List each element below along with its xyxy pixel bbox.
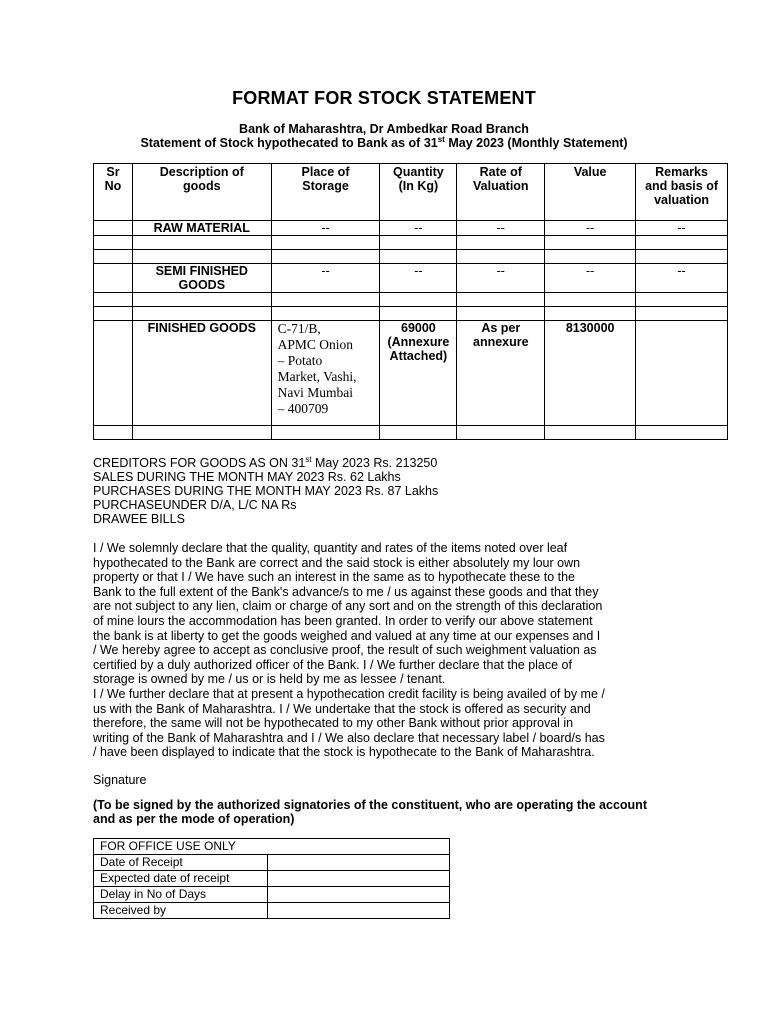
date-of-receipt-field[interactable]: [268, 855, 450, 871]
delay-days-field[interactable]: [268, 887, 450, 903]
table-row-raw-material: [94, 221, 728, 236]
finished-goods-label: FINISHED GOODS: [132, 321, 271, 426]
header-rate: Rate of Valuation: [457, 164, 545, 221]
table-row-finished-goods: [94, 321, 728, 426]
declaration-line: I / We solemnly declare that the quality, quantity and rates of the items noted over leaf: [93, 541, 568, 555]
declaration-line: / We hereby agree to accept as conclusive proof, the result of such weighment valuation as: [93, 643, 597, 658]
finished-rate: As per annexure: [457, 321, 545, 426]
received-by-field[interactable]: [268, 903, 450, 919]
raw-place: --: [271, 221, 380, 236]
table-row-semi-finished: [94, 264, 728, 293]
bank-branch-line: Bank of Maharashtra, Dr Ambedkar Road Branch: [239, 122, 529, 136]
header-sr-no: Sr No: [94, 164, 133, 221]
declaration-line: / have been displayed to indicate that the stock is hypothecate to the Bank of Maharashtra.: [93, 745, 595, 760]
declaration-line: of mine lours the accommodation has been granted. In order to verify our above statement: [93, 613, 593, 628]
finished-remarks: [636, 321, 728, 426]
office-row: [94, 855, 450, 871]
office-header-row: [94, 839, 450, 855]
raw-qty: --: [380, 221, 457, 236]
table-row-empty: [94, 293, 728, 307]
purchases-line: PURCHASES DURING THE MONTH MAY 2023 Rs. 87 Lakhs: [93, 484, 439, 498]
finished-qty: 69000 (Annexure Attached): [380, 321, 457, 426]
office-row: [94, 871, 450, 887]
declaration-line: therefore, the same will not be hypothecated to my other Bank without prior approval in: [93, 716, 574, 731]
header-description: Description of goods: [132, 164, 271, 221]
finished-value: 8130000: [545, 321, 636, 426]
semi-remarks: --: [636, 264, 728, 293]
creditors-line: CREDITORS FOR GOODS AS ON 31st May 2023 Rs. 213250: [93, 454, 438, 470]
date-of-receipt-label: Date of Receipt: [94, 855, 268, 871]
declaration-line: I / We further declare that at present a hypothecation credit facility is being availed of by me /: [93, 686, 605, 701]
header-quantity: Quantity (In Kg): [380, 164, 457, 221]
declaration-line: are not subject to any lien, claim or charge of any sort and on the strength of this declaration: [93, 599, 603, 614]
declaration-line: Bank to the full extent of the Bank's advance/s to me / us against these goods and that they: [93, 584, 599, 599]
raw-remarks: --: [636, 221, 728, 236]
declaration-line: the bank is at liberty to get the goods weighed and valued at any time at our expenses and I: [93, 628, 601, 643]
header-value: Value: [545, 164, 636, 221]
received-by-label: Received by: [94, 903, 268, 919]
delay-days-label: Delay in No of Days: [94, 887, 268, 903]
signature-label: Signature: [93, 773, 147, 787]
declaration-line: writing of the Bank of Maharashtra and I / We also declare that necessary label / board/s has: [93, 730, 605, 745]
declaration-block: [93, 541, 633, 760]
semi-place: --: [271, 264, 380, 293]
stock-table-header-row: [94, 164, 728, 221]
office-use-table: [93, 838, 450, 919]
table-row-empty: [94, 236, 728, 250]
sales-line: SALES DURING THE MONTH MAY 2023 Rs. 62 Lakhs: [93, 470, 401, 484]
table-row-empty: [94, 426, 728, 440]
finished-place: C-71/B, APMC Onion – Potato Market, Vashi, Navi Mumbai – 400709: [271, 321, 380, 426]
signatory-note: (To be signed by the authorized signatories of the constituent, who are operating the account and as per the mode of operation): [93, 798, 647, 826]
expected-date-label: Expected date of receipt: [94, 871, 268, 887]
table-row-empty: [94, 250, 728, 264]
declaration-line: hypothecated to the Bank are correct and the said stock is either absolutely my lour own: [93, 555, 581, 570]
header-remarks: Remarks and basis of valuation: [636, 164, 728, 221]
raw-value: --: [545, 221, 636, 236]
semi-qty: --: [380, 264, 457, 293]
statement-date-line: Statement of Stock hypothecated to Bank as of 31st May 2023 (Monthly Statement): [140, 134, 628, 150]
document-title: FORMAT FOR STOCK STATEMENT: [232, 88, 536, 108]
semi-finished-label: SEMI FINISHED GOODS: [132, 264, 271, 293]
declaration-line: certified by a duly authorized officer of the Bank. I / We further declare that the place of: [93, 657, 572, 672]
declaration-line: property or that I / We have such an interest in the same as to hypothecate these to the: [93, 570, 575, 585]
raw-rate: --: [457, 221, 545, 236]
office-row: [94, 903, 450, 919]
stock-table: [93, 163, 728, 440]
office-row: [94, 887, 450, 903]
declaration-line: us with the Bank of Maharashtra. I / We undertake that the stock is offered as security and: [93, 701, 591, 716]
summary-block: [93, 456, 438, 526]
raw-material-label: RAW MATERIAL: [132, 221, 271, 236]
office-use-header: FOR OFFICE USE ONLY: [94, 839, 450, 855]
declaration-line: storage is owned by me / us or is held by me as lessee / tenant.: [93, 672, 446, 687]
header-place-of-storage: Place of Storage: [271, 164, 380, 221]
semi-value: --: [545, 264, 636, 293]
table-row-empty: [94, 307, 728, 321]
purchase-under-line: PURCHASEUNDER D/A, L/C NA Rs: [93, 498, 297, 512]
semi-rate: --: [457, 264, 545, 293]
drawee-bills-line: DRAWEE BILLS: [93, 512, 185, 526]
expected-date-field[interactable]: [268, 871, 450, 887]
